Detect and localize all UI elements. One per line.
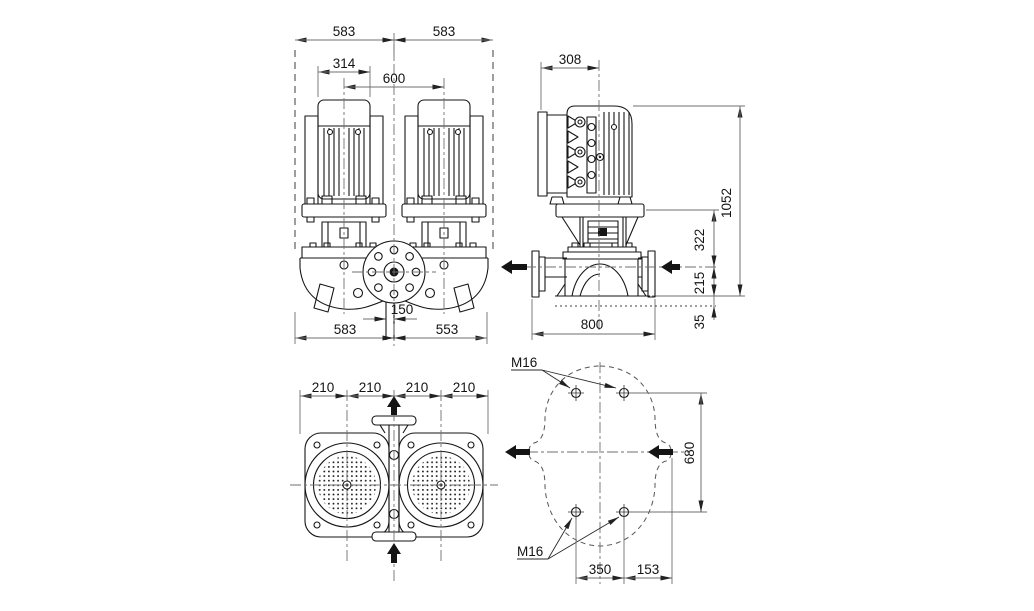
dim-side-total-height: 1052	[719, 187, 734, 219]
dim-front-head-spacing: 600	[382, 71, 406, 86]
dim-side-head-height: 322	[692, 228, 707, 252]
top-view	[290, 380, 498, 584]
dim-front-base-left: 583	[333, 322, 357, 337]
bolt-leaders	[511, 370, 619, 559]
motor-side	[538, 106, 644, 217]
flow-arrow-bottom-icon	[387, 543, 401, 563]
dim-top-spacing-3: 210	[405, 380, 429, 395]
bolt-thread-label-bottom: M16	[517, 544, 544, 559]
dim-foundation-port-offset: 153	[636, 562, 660, 577]
front-view	[295, 24, 493, 346]
side-view	[501, 52, 745, 340]
dim-front-overall-left: 583	[332, 24, 356, 39]
dim-front-base-right: 553	[435, 322, 459, 337]
dim-side-foundation-height: 35	[692, 314, 707, 330]
foundation-view	[505, 355, 707, 584]
dim-top-spacing-2: 210	[358, 380, 382, 395]
dim-foundation-bolt-span-height: 680	[682, 441, 697, 465]
flow-arrow-inlet-icon	[661, 260, 680, 274]
dim-front-overall-right: 583	[432, 24, 456, 39]
dim-foundation-bolt-span-width: 350	[588, 562, 612, 577]
flow-arrow-inlet-plan-icon	[648, 445, 673, 459]
dim-front-port-offset: 150	[390, 302, 414, 317]
bolt-thread-label-top: M16	[511, 355, 538, 370]
flow-arrow-outlet-plan-icon	[505, 445, 530, 459]
pump-head-side	[562, 217, 641, 259]
dim-top-spacing-1: 210	[311, 380, 335, 395]
flow-arrow-top-icon	[387, 396, 401, 415]
dim-lines-foundation	[576, 393, 701, 578]
dim-side-port-height: 215	[692, 271, 707, 295]
dim-top-spacing-4: 210	[452, 380, 476, 395]
dim-front-motor-width: 314	[332, 56, 356, 71]
dim-side-depth: 308	[558, 52, 582, 67]
dim-side-length: 800	[580, 317, 604, 332]
flow-arrow-outlet-icon	[501, 260, 527, 274]
